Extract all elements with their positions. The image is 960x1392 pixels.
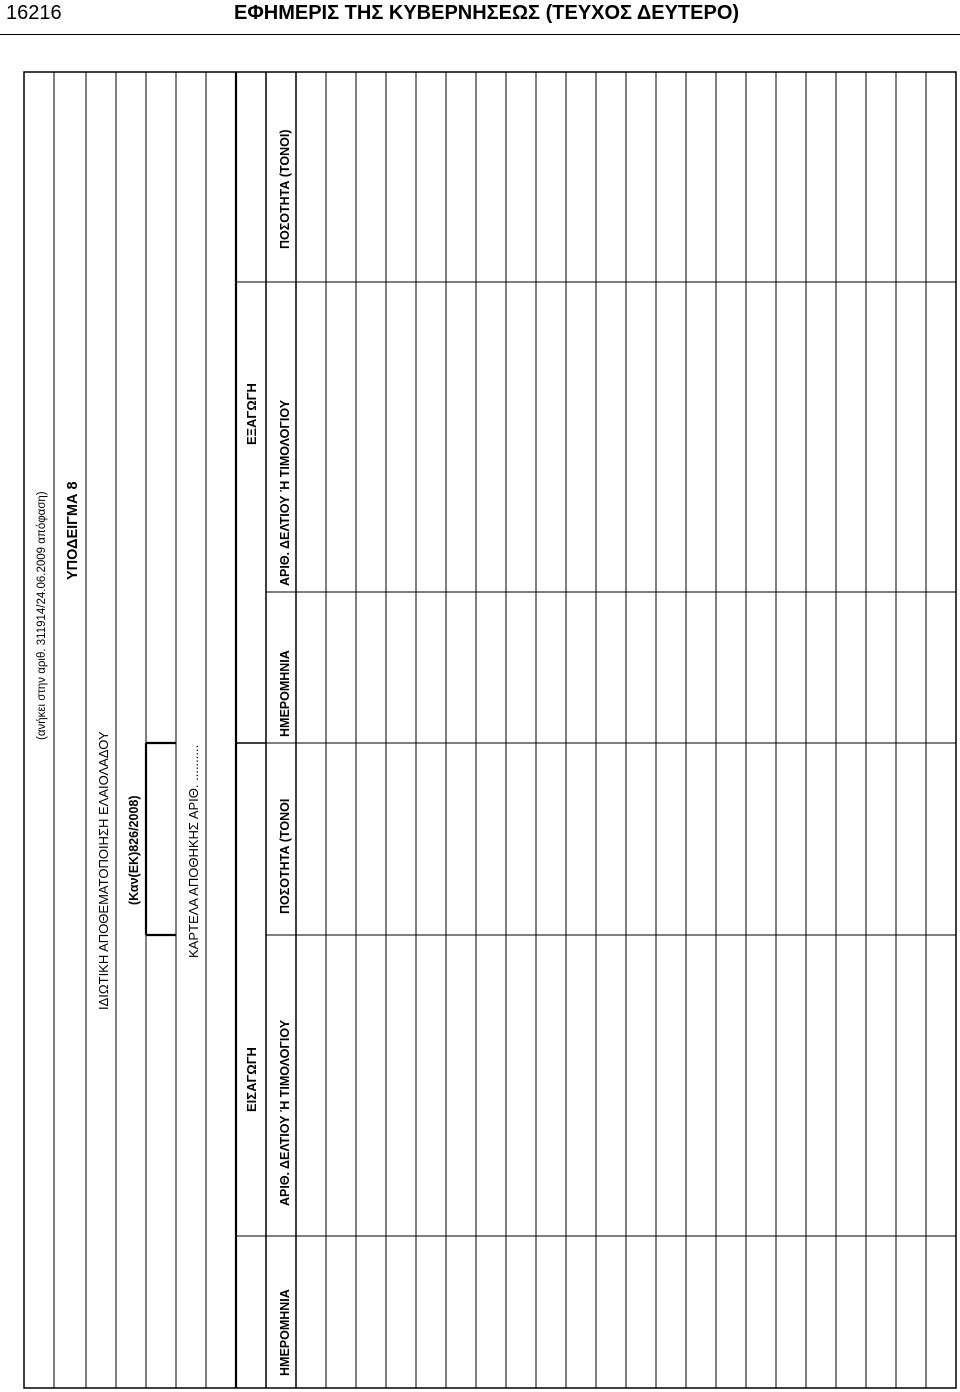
page-number: 16216: [6, 2, 62, 24]
stock-card-number: ΚΑΡΤΕΛΑ ΑΠΟΘΗΚΗΣ ΑΡΙΘ. ..........: [186, 744, 201, 958]
gazette-title: ΕΦΗΜΕΡΙΣ ΤΗΣ ΚΥΒΕΡΝΗΣΕΩΣ (ΤΕΥΧΟΣ ΔΕΥΤΕΡΟ): [234, 2, 740, 24]
column-header-import-date: ΗΜΕΡΟΜΗΝΙΑ: [278, 1289, 292, 1376]
column-header-export-voucher: ΑΡΙΘ. ΔΕΛΤΙΟΥ Ή ΤΙΜΟΛΟΓΙΟΥ: [278, 399, 292, 586]
form-title: ΙΔΙΩΤΙΚΗ ΑΠΟΘΕΜΑΤΟΠΟΙΗΣΗ ΕΛΑΙΟΛΑΔΟΥ: [96, 731, 111, 1010]
regulation-label: (Καν(ΕΚ)826/2008): [127, 795, 141, 905]
export-heading: ΕΞΑΓΩΓΗ: [244, 383, 259, 445]
import-heading: ΕΙΣΑΓΩΓΗ: [244, 1047, 259, 1112]
decision-reference: (ανήκει στην αριθ. 311914/24.06.2009 απόφαση): [36, 491, 48, 740]
specimen-label: ΥΠΟΔΕΙΓΜΑ 8: [65, 481, 81, 580]
column-header-import-quantity: ΠΟΣΟΤΗΤΑ (ΤΟΝΟΙ: [278, 798, 292, 914]
form-grid: [24, 72, 956, 1388]
column-header-import-voucher: ΑΡΙΘ. ΔΕΛΤΙΟΥ Ή ΤΙΜΟΛΟΓΙΟΥ: [278, 1019, 292, 1206]
column-header-export-date: ΗΜΕΡΟΜΗΝΙΑ: [278, 650, 292, 737]
column-header-export-quantity: ΠΟΣΟΤΗΤΑ (ΤΟΝΟΙ): [278, 129, 292, 249]
form-frame: [24, 72, 956, 1388]
